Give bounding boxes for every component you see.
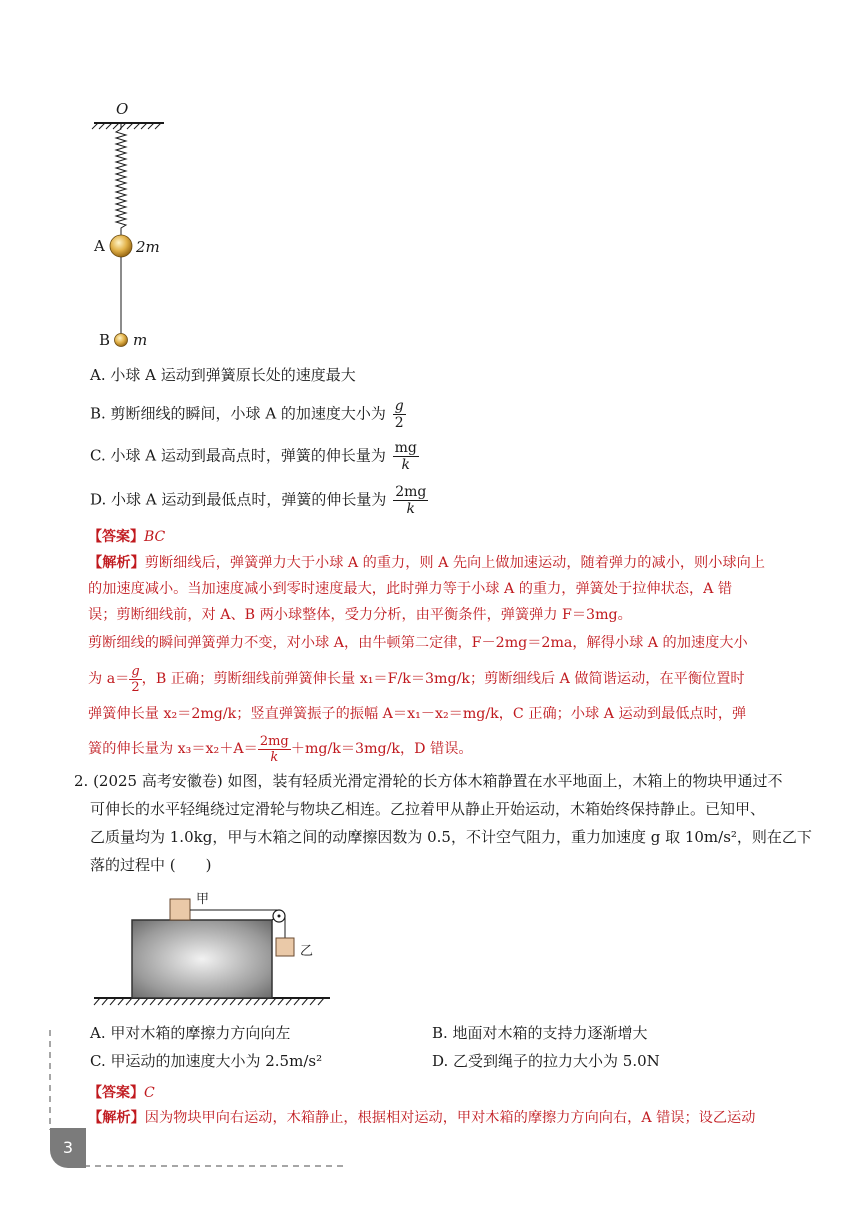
analysis-tag: 【解析】 [88, 1110, 145, 1126]
q1-analysis [88, 553, 808, 769]
point-o-label: O [116, 100, 129, 118]
option-b-text: B. 剪断细线的瞬间，小球 A 的加速度大小为 [90, 404, 386, 423]
ball-b-label: B [99, 331, 111, 349]
analysis-fraction [129, 664, 141, 695]
analysis-line [88, 553, 808, 579]
fraction-denominator: k [401, 457, 410, 473]
q2-line: 2. (2025 高考安徽卷) 如图，装有轻质光滑定滑轮的长方体木箱静置在水平地面上，木箱上的物块甲通过不 [74, 772, 783, 790]
analysis-line: 弹簧伸长量 x₂＝2mg/k；竖直弹簧振子的振幅 A＝x₁－x₂＝mg/k，C 正确；小球 A 运动到最低点时，弹 [88, 706, 747, 722]
q2-option-c: C. 甲运动的加速度大小为 2.5m/s² [90, 1052, 323, 1070]
fraction-numerator: 2mg [395, 484, 427, 500]
analysis-text: 剪断细线后，弹簧弹力大于小球 A 的重力，则 A 先向上做加速运动，随着弹力的减小，则小球向上 [144, 555, 765, 571]
analysis-text: ，B 正确；剪断细线前弹簧伸长量 x₁＝F/k＝3mg/k；剪断细线后 A 做简谐运动，在平衡位置时 [141, 671, 745, 687]
option-d [90, 484, 428, 517]
answer-value: BC [144, 529, 166, 545]
option-d-fraction [393, 484, 428, 517]
answer-tag: 【答案】 [88, 1085, 144, 1101]
fraction-numerator: g [131, 663, 140, 679]
q2-option-b: B. 地面对木箱的支持力逐渐增大 [432, 1024, 648, 1042]
q2-line: 乙质量均为 1.0kg，甲与木箱之间的动摩擦因数为 0.5，不计空气阻力，重力加速度 g 取 10m/s²，则在乙下 [90, 828, 812, 846]
block-jia-label: 甲 [196, 892, 210, 907]
q2-line: 落的过程中 ( ) [90, 856, 212, 874]
ball-a-label: A [94, 237, 105, 255]
option-c [90, 440, 419, 473]
option-b [90, 398, 406, 431]
answer-value: C [144, 1085, 155, 1101]
fraction-denominator: 2 [394, 415, 404, 431]
fraction-denominator: k [270, 749, 279, 765]
analysis-line [88, 659, 808, 699]
page-number-badge: 3 [50, 1128, 86, 1168]
option-c-text: C. 小球 A 运动到最高点时，弹簧的伸长量为 [90, 446, 386, 465]
analysis-line: 的加速度减小。当加速度减小到零时速度最大，此时弹力等于小球 A 的重力，弹簧处于拉伸状态，A 错 [88, 581, 733, 597]
option-d-text: D. 小球 A 运动到最低点时，弹簧的伸长量为 [90, 490, 387, 509]
analysis-tag: 【解析】 [88, 555, 145, 571]
q2-option-d: D. 乙受到绳子的拉力大小为 5.0N [432, 1052, 660, 1070]
box-pulley-figure [90, 888, 360, 1013]
analysis-fraction [258, 734, 291, 765]
analysis-text: ＋mg/k＝3mg/k，D 错误。 [290, 741, 473, 757]
option-c-fraction [393, 440, 419, 473]
fraction-denominator: k [406, 501, 415, 517]
option-a: A. 小球 A 运动到弹簧原长处的速度最大 [90, 366, 356, 384]
fraction-denominator: 2 [131, 679, 140, 695]
analysis-line: 剪断细线的瞬间弹簧弹力不变，对小球 A，由牛顿第二定律，F－2mg＝2ma，解得小球 A 的加速度大小 [88, 635, 748, 651]
ball-b-mass: m [133, 331, 148, 349]
fraction-numerator: mg [394, 440, 417, 456]
answer-tag: 【答案】 [88, 529, 144, 545]
fraction-numerator: 2mg [259, 733, 289, 749]
q2-option-a: A. 甲对木箱的摩擦力方向向左 [90, 1024, 291, 1042]
analysis-line: 误；剪断细线前，对 A、B 两小球整体，受力分析，由平衡条件，弹簧弹力 F＝3mg。 [88, 607, 632, 623]
option-b-fraction [393, 398, 406, 431]
analysis-line [88, 729, 808, 769]
q2-stem [74, 767, 814, 879]
analysis-text: 簧的伸长量为 x₃＝x₂＋A＝ [88, 741, 258, 757]
q1-answer [88, 527, 165, 547]
spring-figure [80, 95, 200, 355]
analysis-text: 为 a＝ [88, 671, 130, 687]
ball-a-mass: 2m [136, 238, 160, 256]
analysis-text: 因为物块甲向右运动，木箱静止，根据相对运动，甲对木箱的摩擦力方向向右，A 错误；设乙运动 [144, 1110, 756, 1126]
fraction-numerator: g [394, 398, 404, 414]
block-yi-label: 乙 [300, 944, 314, 959]
q2-line: 可伸长的水平轻绳绕过定滑轮与物块乙相连。乙拉着甲从静止开始运动，木箱始终保持静止。已知甲、 [90, 800, 766, 818]
dashed-margin-line [46, 1030, 356, 1170]
